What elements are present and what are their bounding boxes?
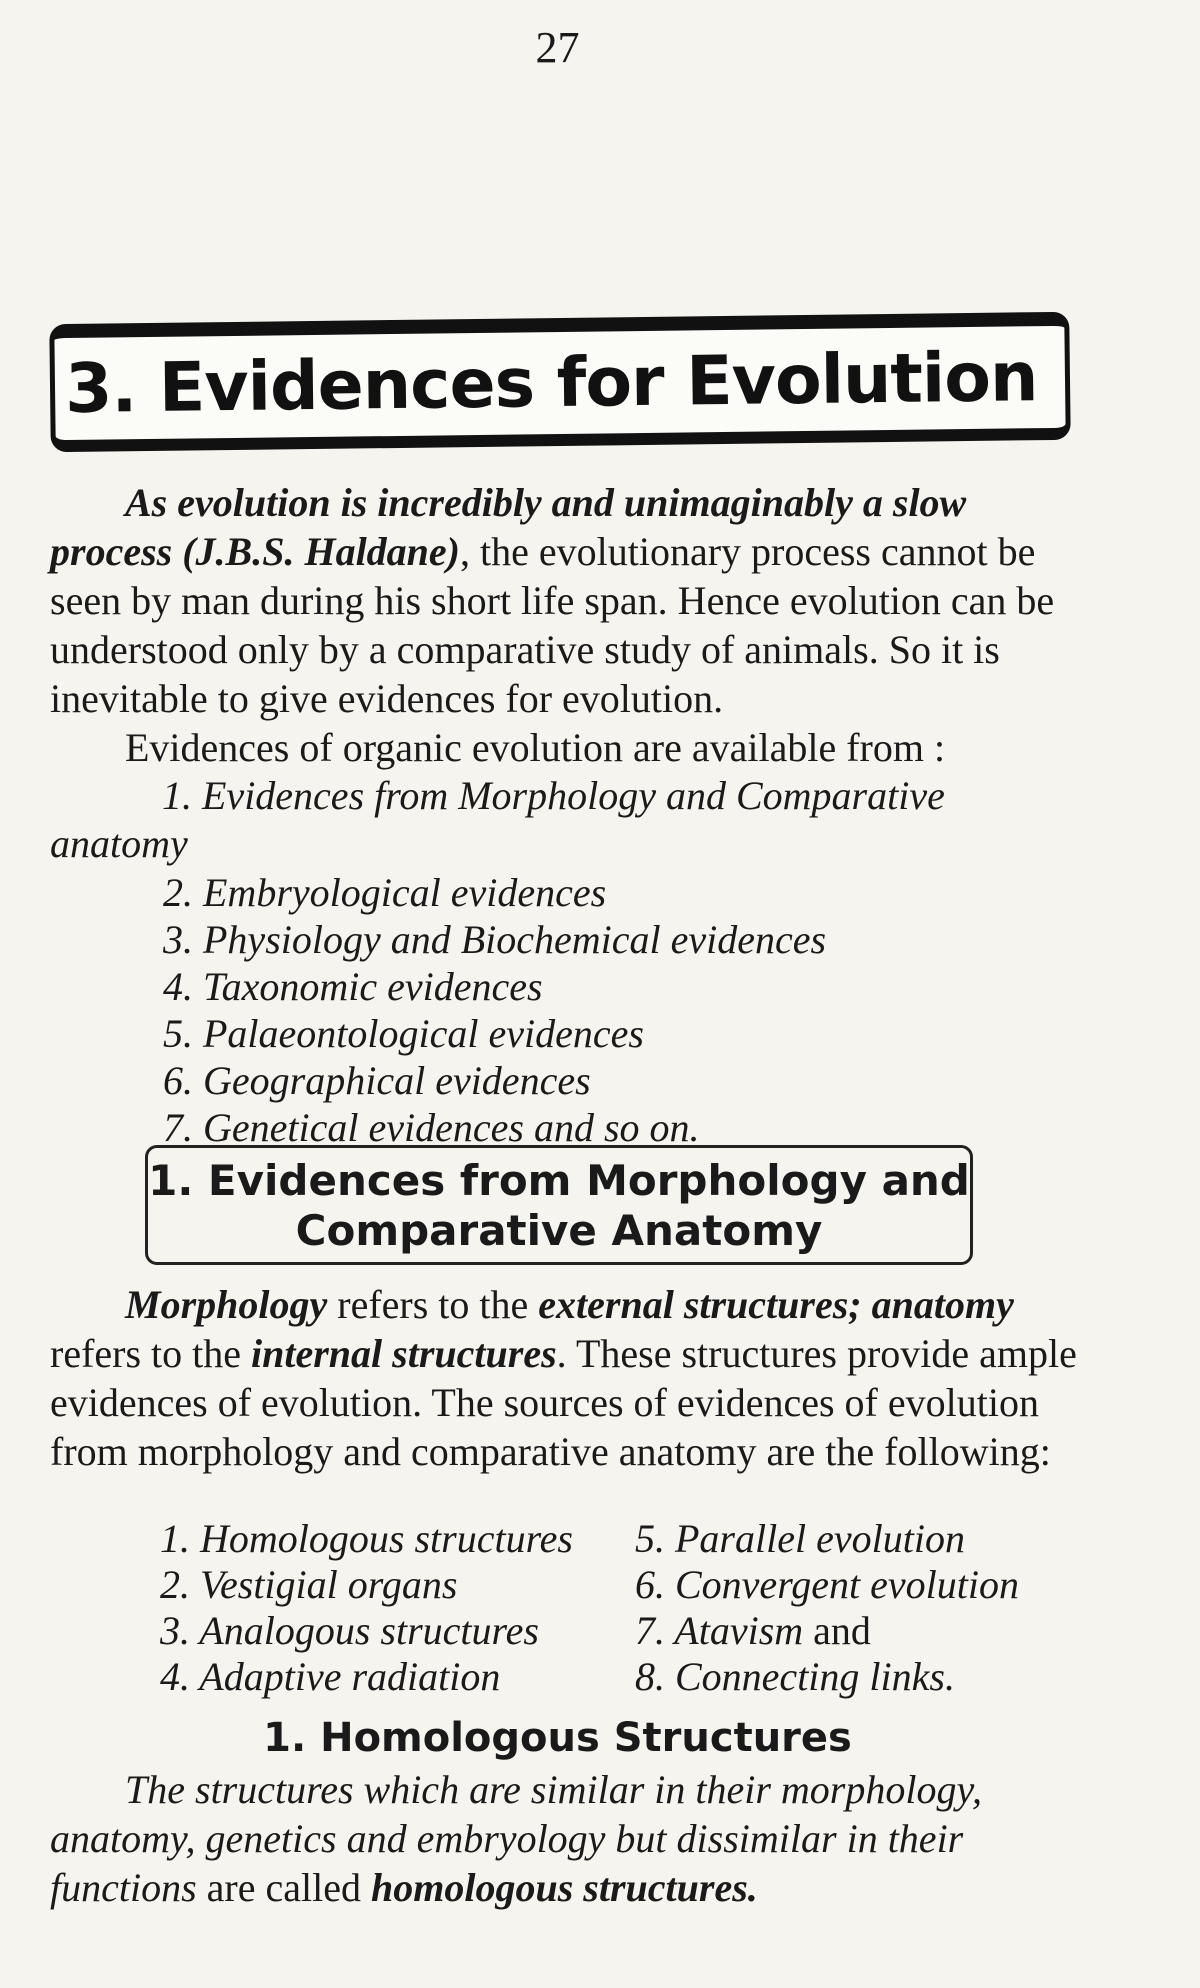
list-item (635, 1607, 1019, 1653)
text: refers to the (327, 1282, 539, 1327)
section-heading-box (145, 1145, 973, 1265)
section-title-line1: 1. Evidences from Morphology and (148, 1156, 970, 1205)
chapter-title-box (49, 312, 1070, 452)
list-item: 1. Homologous structures (160, 1516, 573, 1561)
list-item: 4. Adaptive radiation (160, 1654, 501, 1699)
list-item: 3. Analogous structures (160, 1608, 539, 1653)
text: refers to the (50, 1331, 252, 1376)
term-homologous: homologous structures. (371, 1865, 758, 1910)
chapter-title: 3. Evidences for Evolution (64, 338, 1038, 430)
subheading-homologous: 1. Homologous Structures (263, 1715, 852, 1761)
list-item: 4. Taxonomic evidences (163, 964, 543, 1009)
list-item: 2. Vestigial organs (160, 1562, 458, 1607)
text: are called (196, 1865, 371, 1910)
list-item-and: and (803, 1608, 871, 1653)
list-item: 3. Physiology and Biochemical evidences (163, 917, 827, 962)
haldane-quote: As evolution is incredibly and unimaginably a slow process (J.B.S. Haldane) (50, 480, 967, 574)
list-column-left (160, 1515, 573, 1699)
list-item: 6. Convergent evolution (635, 1562, 1019, 1607)
intro-rest: , the evolutionary process cannot be seen by man during his short life span. Hence evolution can be understood only by a comparative study of animals. So it is inevitable to give evidences for evolution. (50, 529, 1055, 721)
homologous-definition: The structures which are similar in their morphology, anatomy, genetics and embryology but dissimilar in their functions (50, 1767, 983, 1910)
list-item: 5. Parallel evolution (635, 1516, 965, 1561)
term-external: external structures; anatomy (538, 1282, 1014, 1327)
list-item-text: 7. Atavism (635, 1608, 804, 1653)
text: . These structures provide ample evidences of evolution. The sources of evidences of evolution from morphology and comparative anatomy are the following: (50, 1331, 1077, 1474)
morphology-paragraph (50, 1280, 1080, 1476)
list-column-right (635, 1515, 1019, 1699)
term-morphology: Morphology (125, 1282, 328, 1327)
list-item: 2. Embryological evidences (163, 870, 607, 915)
section-title-line2: Comparative Anatomy (295, 1206, 823, 1255)
list-item: 7. Genetical evidences and so on. (163, 1105, 700, 1150)
list-item: 5. Palaeontological evidences (163, 1011, 644, 1056)
sources-intro: Evidences of organic evolution are available from : (125, 725, 946, 770)
list-item: 6. Geographical evidences (163, 1058, 591, 1103)
term-internal: internal structures (251, 1331, 557, 1376)
homologous-paragraph (50, 1765, 1070, 1912)
page-number: 27 (535, 23, 580, 72)
intro-paragraph (50, 478, 1080, 723)
list-item: 1. Evidences from Morphology and Comparative anatomy (50, 773, 945, 866)
list-item: 8. Connecting links. (635, 1654, 955, 1699)
